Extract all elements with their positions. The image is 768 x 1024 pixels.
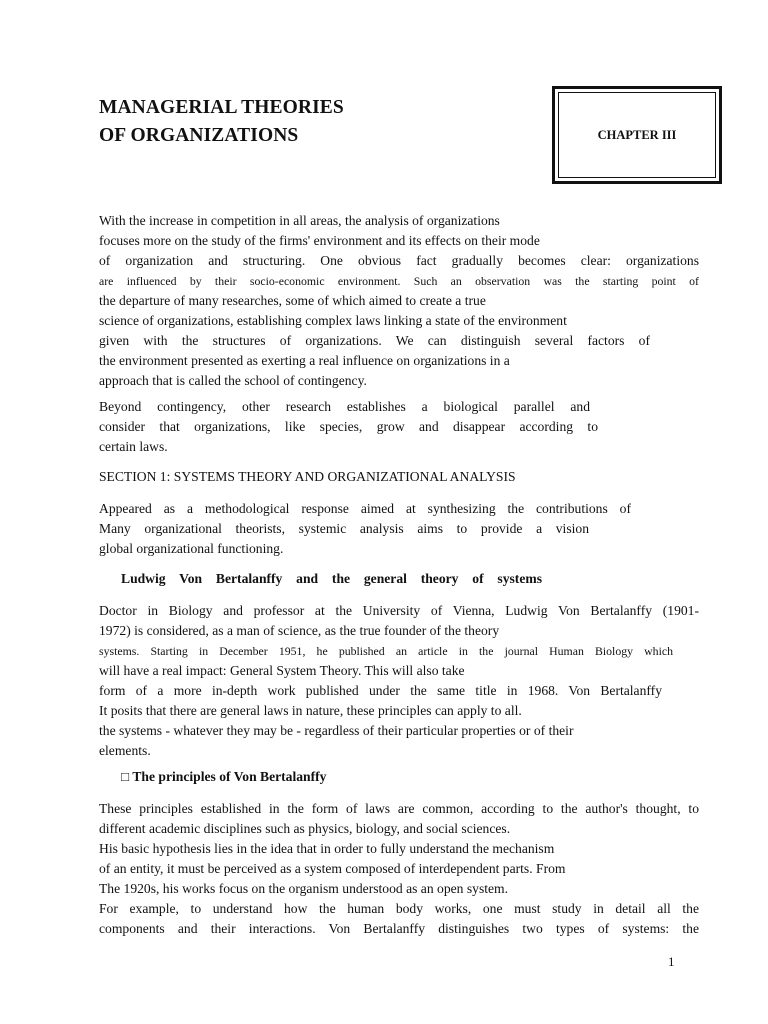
text-line: components and their interactions. Von Bertalanffy distinguishes two types of systems: the bbox=[99, 921, 699, 936]
text-line: form of a more in-depth work published under the same title in 1968. Von Bertalanffy bbox=[99, 683, 662, 698]
paragraph bbox=[99, 601, 699, 761]
document-title bbox=[99, 94, 344, 150]
text-line: Doctor in Biology and professor at the University of Vienna, Ludwig Von Bertalanffy (1901- bbox=[99, 603, 699, 618]
text-line: global organizational functioning. bbox=[99, 541, 284, 556]
section-subheading bbox=[99, 767, 699, 787]
text-line: The 1920s, his works focus on the organism understood as an open system. bbox=[99, 881, 509, 896]
chapter-label: CHAPTER III bbox=[558, 92, 716, 178]
paragraph bbox=[99, 467, 699, 487]
text-line: the environment presented as exerting a real influence on organizations in a bbox=[99, 353, 510, 368]
text-line: With the increase in competition in all areas, the analysis of organizations bbox=[99, 213, 500, 228]
text-line: It posits that there are general laws in nature, these principles can apply to all. bbox=[99, 703, 522, 718]
text-line: Appeared as a methodological response aimed at synthesizing the contributions of bbox=[99, 501, 631, 516]
paragraph bbox=[99, 397, 699, 457]
text-line: different academic disciplines such as physics, biology, and social sciences. bbox=[99, 821, 511, 836]
text-line: SECTION 1: SYSTEMS THEORY AND ORGANIZATIONAL ANALYSIS bbox=[99, 469, 516, 484]
text-line: approach that is called the school of contingency. bbox=[99, 373, 367, 388]
text-line: focuses more on the study of the firms' environment and its effects on their mode bbox=[99, 233, 540, 248]
title-line-1: MANAGERIAL THEORIES bbox=[99, 97, 344, 118]
paragraph bbox=[99, 799, 699, 939]
text-line: consider that organizations, like species, grow and disappear according to bbox=[99, 419, 598, 434]
page-number: 1 bbox=[668, 954, 675, 969]
text-line: □ The principles of Von Bertalanffy bbox=[121, 769, 327, 784]
text-line: science of organizations, establishing complex laws linking a state of the environment bbox=[99, 313, 567, 328]
text-line: 1972) is considered, as a man of science, as the true founder of the theory bbox=[99, 623, 500, 638]
text-line: are influenced by their socio-economic environment. Such an observation was the starting point of bbox=[99, 274, 699, 288]
text-line: Beyond contingency, other research establishes a biological parallel and bbox=[99, 399, 590, 414]
text-line: of organization and structuring. One obvious fact gradually becomes clear: organizations bbox=[99, 253, 699, 268]
text-line: Ludwig Von Bertalanffy and the general theory of systems bbox=[121, 571, 542, 586]
text-line: These principles established in the form of laws are common, according to the author's thought, to bbox=[99, 801, 699, 816]
paragraph bbox=[99, 499, 699, 559]
text-line: His basic hypothesis lies in the idea that in order to fully understand the mechanism bbox=[99, 841, 555, 856]
text-line: Many organizational theorists, systemic analysis aims to provide a vision bbox=[99, 521, 589, 536]
text-line: the departure of many researches, some of which aimed to create a true bbox=[99, 293, 486, 308]
section-subheading bbox=[99, 569, 699, 589]
text-line: of an entity, it must be perceived as a system composed of interdependent parts. From bbox=[99, 861, 566, 876]
text-line: For example, to understand how the human body works, one must study in detail all the bbox=[99, 901, 699, 916]
title-line-2: OF ORGANIZATIONS bbox=[99, 125, 299, 146]
text-line: certain laws. bbox=[99, 439, 168, 454]
text-line: the systems - whatever they may be - regardless of their particular properties or of their bbox=[99, 723, 574, 738]
paragraph bbox=[99, 211, 699, 391]
text-line: given with the structures of organizations. We can distinguish several factors of bbox=[99, 333, 650, 348]
text-line: elements. bbox=[99, 743, 151, 758]
text-line: systems. Starting in December 1951, he published an article in the journal Human Biology which bbox=[99, 644, 673, 658]
text-line: will have a real impact: General System Theory. This will also take bbox=[99, 663, 465, 678]
chapter-box bbox=[552, 86, 722, 184]
